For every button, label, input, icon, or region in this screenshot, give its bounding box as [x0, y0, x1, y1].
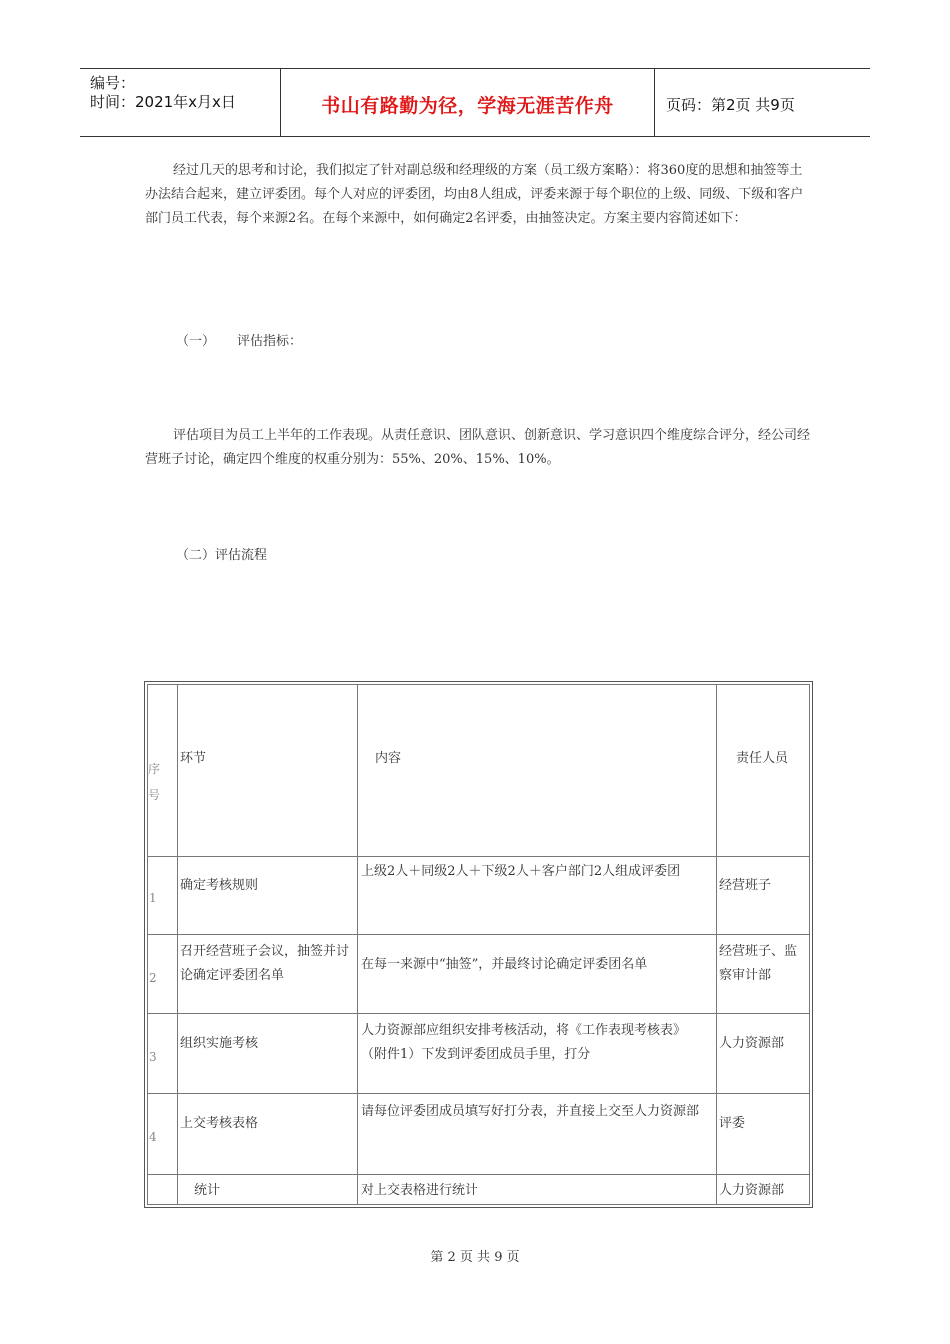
row1-owner: 经营班子 — [719, 878, 772, 893]
section1-heading — [176, 330, 302, 349]
document-header — [80, 68, 870, 137]
table-row-divider — [148, 1013, 809, 1014]
header-motto-cell — [280, 69, 655, 136]
date-label: 时间：2021年x月x日 — [90, 93, 236, 111]
row4-owner: 评委 — [719, 1116, 746, 1131]
table-row-divider — [148, 934, 809, 935]
row2-seq: 2 — [149, 971, 157, 985]
row2-owner: 经营班子、监察审计部 — [719, 944, 798, 983]
row1-step: 确定考核规则 — [180, 878, 259, 893]
section2-heading: （二）评估流程 — [176, 548, 268, 563]
row3-owner: 人力资源部 — [719, 1036, 785, 1051]
header-step: 环节 — [180, 751, 207, 766]
header-content: 内容 — [375, 751, 402, 766]
header-info-cell — [80, 69, 280, 136]
page-info: 页码：第2页 共9页 — [666, 96, 795, 114]
motto-text: 书山有路勤为径，学海无涯苦作舟 — [321, 95, 614, 117]
section1-paragraph: 评估项目为员工上半年的工作表现。从责任意识、团队意识、创新意识、学习意识四个维度综合评分，经公司经营班子讨论，确定四个维度的权重分别为：55%、20%、15%、10%。 — [145, 428, 811, 467]
table-row-divider — [148, 1093, 809, 1094]
section1-number: （一） — [176, 334, 216, 349]
row3-content: 人力资源部应组织安排考核活动，将《工作表现考核表》（附件1）下发到评委团成员手里，打分 — [361, 1023, 687, 1062]
intro-paragraph: 经过几天的思考和讨论，我们拟定了针对副总级和经理级的方案（员工级方案略）：将360度的思想和抽签等土办法结合起来，建立评委团。每个人对应的评委团，均由8人组成，评委来源于每个职位的上级、同级、下级和客户部门员工代表，每个来源2名。在每个来源中，如何确定2名评委，由抽签决定。方案主要内容简述如下： — [145, 163, 804, 226]
row1-seq: 1 — [149, 891, 157, 905]
table-column-divider — [357, 685, 358, 1204]
row1-content: 上级2人＋同级2人＋下级2人＋客户部门2人组成评委团 — [361, 864, 681, 879]
header-page-cell — [654, 69, 870, 136]
row3-step: 组织实施考核 — [180, 1036, 259, 1051]
row5-step: 统计 — [194, 1183, 221, 1198]
section1-title: 评估指标： — [237, 334, 303, 349]
table-column-divider — [177, 685, 178, 1204]
table-column-divider — [716, 685, 717, 1204]
header-seq: 序号 — [148, 762, 161, 802]
process-table — [144, 681, 813, 1208]
number-label: 编号： — [90, 74, 136, 92]
row4-step: 上交考核表格 — [180, 1116, 259, 1131]
table-row-divider — [148, 1174, 809, 1175]
row2-step: 召开经营班子会议，抽签并讨论确定评委团名单 — [180, 944, 350, 983]
row2-content: 在每一来源中“抽签”，并最终讨论确定评委团名单 — [361, 957, 648, 972]
page-footer: 第 2 页 共 9 页 — [430, 1250, 520, 1265]
table-row-divider — [148, 856, 809, 857]
row4-content: 请每位评委团成员填写好打分表，并直接上交至人力资源部 — [361, 1104, 700, 1119]
row5-owner: 人力资源部 — [719, 1183, 785, 1198]
row3-seq: 3 — [149, 1050, 157, 1064]
row4-seq: 4 — [149, 1130, 157, 1144]
row5-content: 对上交表格进行统计 — [361, 1183, 479, 1198]
header-owner: 责任人员 — [736, 751, 789, 766]
